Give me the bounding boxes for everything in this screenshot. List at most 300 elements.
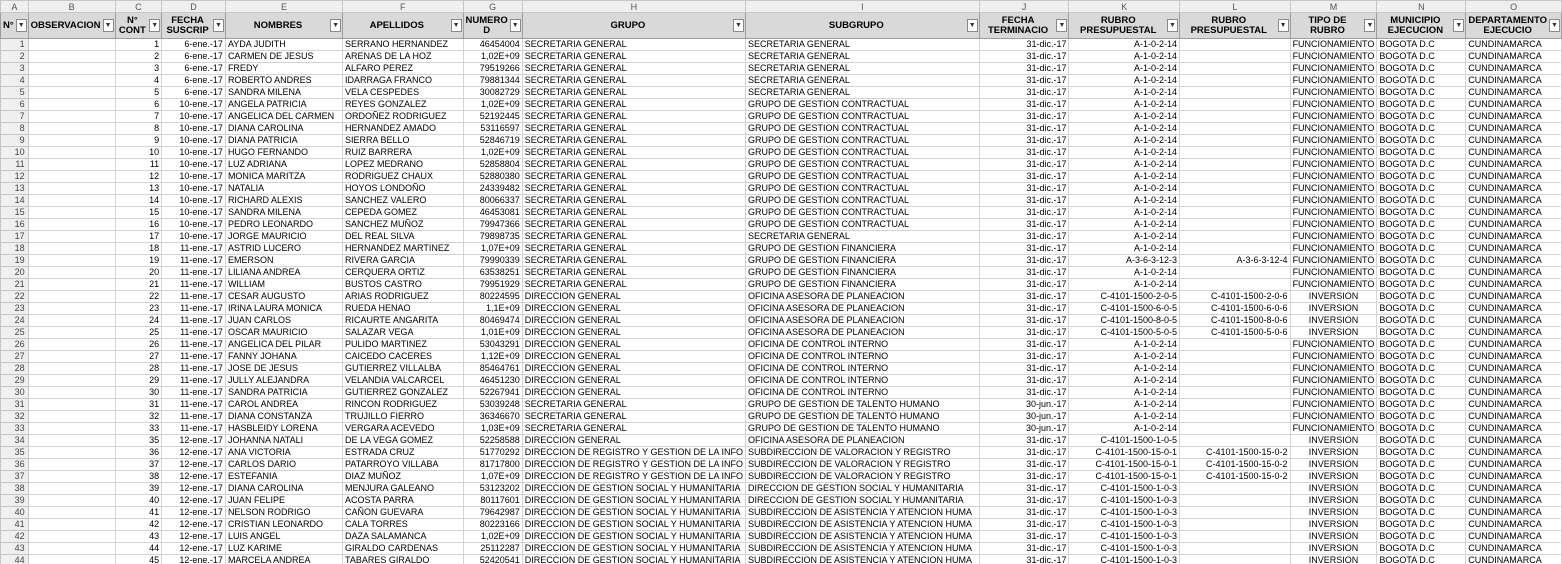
table-cell[interactable]: 10-ene.-17 [162, 207, 226, 219]
row-number-cell[interactable]: 18 [1, 243, 29, 255]
row-number-cell[interactable]: 4 [1, 75, 29, 87]
table-cell[interactable]: 31-dic.-17 [979, 327, 1069, 339]
table-cell[interactable]: C-4101-1500-2-0-6 [1180, 291, 1291, 303]
table-cell[interactable]: JUAN CARLOS [225, 315, 342, 327]
table-cell[interactable]: BOGOTA D.C [1377, 123, 1466, 135]
table-cell[interactable]: PULIDO MARTINEZ [343, 339, 464, 351]
table-cell[interactable] [1180, 51, 1291, 63]
table-cell[interactable]: FUNCIONAMIENTO [1290, 75, 1377, 87]
row-number-cell[interactable]: 31 [1, 399, 29, 411]
table-cell[interactable]: DEL REAL SILVA [343, 231, 464, 243]
table-cell[interactable]: 31-dic.-17 [979, 243, 1069, 255]
table-cell[interactable]: VELANDIA VALCARCEL [343, 375, 464, 387]
table-cell[interactable]: 30-jun.-17 [979, 423, 1069, 435]
table-cell[interactable]: CUNDINAMARCA [1466, 75, 1562, 87]
table-cell[interactable]: 53116597 [463, 123, 522, 135]
table-cell[interactable]: ORDOÑEZ RODRIGUEZ [343, 111, 464, 123]
row-number-cell[interactable]: 37 [1, 471, 29, 483]
table-cell[interactable]: SECRETARIA GENERAL [522, 267, 745, 279]
filter-dropdown-icon[interactable]: ▼ [1453, 19, 1464, 32]
table-cell[interactable]: SECRETARIA GENERAL [522, 111, 745, 123]
table-cell[interactable]: SECRETARIA GENERAL [522, 75, 745, 87]
table-cell[interactable] [28, 99, 115, 111]
table-cell[interactable] [28, 87, 115, 99]
table-cell[interactable]: GRUPO DE GESTION FINANCIERA [745, 255, 979, 267]
table-cell[interactable] [1180, 111, 1291, 123]
table-cell[interactable]: 33 [115, 423, 162, 435]
table-cell[interactable]: LILIANA ANDREA [225, 267, 342, 279]
table-cell[interactable]: A-1-0-2-14 [1069, 87, 1180, 99]
table-cell[interactable]: 31-dic.-17 [979, 111, 1069, 123]
table-cell[interactable] [28, 399, 115, 411]
table-cell[interactable]: 31-dic.-17 [979, 75, 1069, 87]
table-cell[interactable]: BOGOTA D.C [1377, 459, 1466, 471]
table-cell[interactable]: TRUJILLO FIERRO [343, 411, 464, 423]
table-cell[interactable] [1180, 135, 1291, 147]
table-cell[interactable]: CUNDINAMARCA [1466, 423, 1562, 435]
row-number-cell[interactable]: 12 [1, 171, 29, 183]
table-cell[interactable]: 12-ene.-17 [162, 447, 226, 459]
table-cell[interactable]: INVERSION [1290, 435, 1377, 447]
table-cell[interactable]: INVERSION [1290, 483, 1377, 495]
table-cell[interactable]: HERNANDEZ AMADO [343, 123, 464, 135]
table-cell[interactable]: C-4101-1500-1-0-3 [1069, 519, 1180, 531]
table-cell[interactable]: BOGOTA D.C [1377, 63, 1466, 75]
row-number-cell[interactable]: 40 [1, 507, 29, 519]
table-cell[interactable]: OFICINA ASESORA DE PLANEACION [745, 303, 979, 315]
table-cell[interactable]: FUNCIONAMIENTO [1290, 99, 1377, 111]
table-cell[interactable]: SUBDIRECCION DE ASISTENCIA Y ATENCION HUMA [745, 519, 979, 531]
table-cell[interactable]: C-4101-1500-15-0-2 [1180, 459, 1291, 471]
table-cell[interactable]: 29 [115, 375, 162, 387]
table-cell[interactable]: FUNCIONAMIENTO [1290, 171, 1377, 183]
table-cell[interactable]: CUNDINAMARCA [1466, 51, 1562, 63]
table-cell[interactable]: DIRECCION GENERAL [522, 303, 745, 315]
table-cell[interactable] [28, 495, 115, 507]
row-number-cell[interactable]: 8 [1, 123, 29, 135]
table-cell[interactable]: 31-dic.-17 [979, 207, 1069, 219]
table-cell[interactable] [1180, 207, 1291, 219]
column-letter-o[interactable]: O [1466, 1, 1562, 13]
table-cell[interactable]: 11-ene.-17 [162, 339, 226, 351]
table-cell[interactable]: 1,02E+09 [463, 531, 522, 543]
column-letter-f[interactable]: F [343, 1, 464, 13]
table-cell[interactable]: 31-dic.-17 [979, 183, 1069, 195]
table-cell[interactable]: SECRETARIA GENERAL [522, 423, 745, 435]
table-cell[interactable]: SECRETARIA GENERAL [522, 135, 745, 147]
table-cell[interactable]: 12-ene.-17 [162, 459, 226, 471]
table-cell[interactable]: 6-ene.-17 [162, 87, 226, 99]
table-cell[interactable] [28, 231, 115, 243]
table-cell[interactable]: FUNCIONAMIENTO [1290, 375, 1377, 387]
table-cell[interactable]: 79881344 [463, 75, 522, 87]
table-cell[interactable]: 11-ene.-17 [162, 327, 226, 339]
row-number-cell[interactable]: 14 [1, 195, 29, 207]
table-cell[interactable] [28, 75, 115, 87]
row-number-cell[interactable]: 35 [1, 447, 29, 459]
table-cell[interactable]: BOGOTA D.C [1377, 411, 1466, 423]
table-cell[interactable]: 31-dic.-17 [979, 135, 1069, 147]
table-cell[interactable]: SECRETARIA GENERAL [522, 231, 745, 243]
table-cell[interactable]: INVERSION [1290, 507, 1377, 519]
table-cell[interactable]: CUNDINAMARCA [1466, 207, 1562, 219]
table-cell[interactable] [28, 183, 115, 195]
row-number-cell[interactable]: 24 [1, 315, 29, 327]
table-cell[interactable]: SECRETARIA GENERAL [522, 171, 745, 183]
table-cell[interactable]: GRUPO DE GESTION CONTRACTUAL [745, 219, 979, 231]
table-cell[interactable]: 31-dic.-17 [979, 99, 1069, 111]
table-cell[interactable]: 31-dic.-17 [979, 279, 1069, 291]
table-cell[interactable]: CUNDINAMARCA [1466, 267, 1562, 279]
table-cell[interactable]: 12-ene.-17 [162, 483, 226, 495]
table-cell[interactable]: C-4101-1500-15-0-1 [1069, 471, 1180, 483]
table-cell[interactable]: SECRETARIA GENERAL [745, 63, 979, 75]
table-cell[interactable]: DIAZ MUÑOZ [343, 471, 464, 483]
table-cell[interactable]: CUNDINAMARCA [1466, 507, 1562, 519]
table-cell[interactable]: 31-dic.-17 [979, 375, 1069, 387]
table-cell[interactable]: 14 [115, 195, 162, 207]
table-cell[interactable]: 11-ene.-17 [162, 255, 226, 267]
table-cell[interactable]: 31-dic.-17 [979, 471, 1069, 483]
table-cell[interactable]: FUNCIONAMIENTO [1290, 63, 1377, 75]
table-cell[interactable] [28, 159, 115, 171]
table-cell[interactable]: FUNCIONAMIENTO [1290, 351, 1377, 363]
table-cell[interactable]: 24 [115, 315, 162, 327]
table-cell[interactable]: CARMEN DE JESUS [225, 51, 342, 63]
table-cell[interactable]: SERRANO HERNANDEZ [343, 39, 464, 51]
table-cell[interactable]: BOGOTA D.C [1377, 423, 1466, 435]
table-cell[interactable]: 22 [115, 291, 162, 303]
table-cell[interactable]: 52192445 [463, 111, 522, 123]
table-cell[interactable]: CARLOS DARIO [225, 459, 342, 471]
table-cell[interactable]: CUNDINAMARCA [1466, 147, 1562, 159]
filter-dropdown-icon[interactable]: ▼ [451, 19, 462, 32]
table-cell[interactable]: CAICEDO CACERES [343, 351, 464, 363]
table-cell[interactable]: A-1-0-2-14 [1069, 231, 1180, 243]
row-number-cell[interactable]: 3 [1, 63, 29, 75]
table-cell[interactable]: 46454004 [463, 39, 522, 51]
table-cell[interactable]: CERQUERA ORTIZ [343, 267, 464, 279]
table-cell[interactable]: C-4101-1500-15-0-2 [1180, 471, 1291, 483]
table-cell[interactable]: CUNDINAMARCA [1466, 303, 1562, 315]
row-number-cell[interactable]: 39 [1, 495, 29, 507]
table-cell[interactable]: INVERSION [1290, 303, 1377, 315]
table-cell[interactable]: DAZA SALAMANCA [343, 531, 464, 543]
table-cell[interactable]: ALFARO PEREZ [343, 63, 464, 75]
table-cell[interactable]: MARCELA ANDREA [225, 555, 342, 564]
table-cell[interactable] [28, 447, 115, 459]
table-cell[interactable]: 6-ene.-17 [162, 63, 226, 75]
table-cell[interactable] [1180, 387, 1291, 399]
table-cell[interactable]: DIRECCION DE GESTION SOCIAL Y HUMANITARIA [522, 483, 745, 495]
table-cell[interactable]: CUNDINAMARCA [1466, 531, 1562, 543]
table-cell[interactable]: A-3-6-3-12-4 [1180, 255, 1291, 267]
table-cell[interactable] [28, 147, 115, 159]
filter-dropdown-icon[interactable]: ▼ [213, 19, 224, 32]
table-cell[interactable]: CUNDINAMARCA [1466, 447, 1562, 459]
table-cell[interactable]: BOGOTA D.C [1377, 435, 1466, 447]
table-cell[interactable]: CUNDINAMARCA [1466, 387, 1562, 399]
table-cell[interactable]: 4 [115, 75, 162, 87]
table-cell[interactable]: DIRECCION DE GESTION SOCIAL Y HUMANITARIA [522, 507, 745, 519]
table-cell[interactable]: 8 [115, 123, 162, 135]
table-cell[interactable]: BOGOTA D.C [1377, 183, 1466, 195]
table-cell[interactable]: 46453081 [463, 207, 522, 219]
table-cell[interactable]: INVERSION [1290, 447, 1377, 459]
row-number-cell[interactable]: 17 [1, 231, 29, 243]
table-cell[interactable]: OFICINA DE CONTROL INTERNO [745, 363, 979, 375]
table-cell[interactable]: 79990339 [463, 255, 522, 267]
table-cell[interactable]: ARIAS RODRIGUEZ [343, 291, 464, 303]
table-cell[interactable] [28, 135, 115, 147]
table-cell[interactable]: 10-ene.-17 [162, 111, 226, 123]
table-cell[interactable] [28, 555, 115, 564]
row-number-cell[interactable]: 41 [1, 519, 29, 531]
table-cell[interactable]: A-1-0-2-14 [1069, 423, 1180, 435]
table-cell[interactable]: SANDRA MILENA [225, 87, 342, 99]
table-cell[interactable]: 12-ene.-17 [162, 507, 226, 519]
table-cell[interactable]: CUNDINAMARCA [1466, 399, 1562, 411]
table-cell[interactable]: RICAURTE ANGARITA [343, 315, 464, 327]
table-cell[interactable]: 31-dic.-17 [979, 39, 1069, 51]
column-letter-a[interactable]: A [1, 1, 29, 13]
table-cell[interactable]: 10 [115, 147, 162, 159]
table-cell[interactable]: SECRETARIA GENERAL [522, 123, 745, 135]
table-cell[interactable]: 30-jun.-17 [979, 399, 1069, 411]
table-cell[interactable] [1180, 531, 1291, 543]
table-cell[interactable]: OFICINA ASESORA DE PLANEACION [745, 327, 979, 339]
table-cell[interactable]: C-4101-1500-15-0-1 [1069, 459, 1180, 471]
table-cell[interactable]: 31-dic.-17 [979, 339, 1069, 351]
table-cell[interactable]: CUNDINAMARCA [1466, 483, 1562, 495]
table-cell[interactable]: BOGOTA D.C [1377, 99, 1466, 111]
table-cell[interactable]: DIRECCION DE REGISTRO Y GESTION DE LA INFO [522, 459, 745, 471]
table-cell[interactable]: HUGO FERNANDO [225, 147, 342, 159]
table-cell[interactable]: SECRETARIA GENERAL [522, 39, 745, 51]
table-cell[interactable]: 30082729 [463, 87, 522, 99]
table-cell[interactable]: GRUPO DE GESTION FINANCIERA [745, 267, 979, 279]
table-cell[interactable]: FUNCIONAMIENTO [1290, 399, 1377, 411]
table-cell[interactable]: SECRETARIA GENERAL [522, 219, 745, 231]
table-cell[interactable]: BOGOTA D.C [1377, 471, 1466, 483]
column-letter-e[interactable]: E [225, 1, 342, 13]
column-letter-k[interactable]: K [1069, 1, 1180, 13]
table-cell[interactable]: 31-dic.-17 [979, 63, 1069, 75]
table-cell[interactable]: BOGOTA D.C [1377, 207, 1466, 219]
table-cell[interactable]: A-1-0-2-14 [1069, 39, 1180, 51]
table-cell[interactable]: 25112287 [463, 543, 522, 555]
table-cell[interactable]: 41 [115, 507, 162, 519]
table-cell[interactable]: CALA TORRES [343, 519, 464, 531]
table-cell[interactable]: GRUPO DE GESTION CONTRACTUAL [745, 159, 979, 171]
table-cell[interactable]: 36346670 [463, 411, 522, 423]
table-cell[interactable]: INVERSION [1290, 459, 1377, 471]
table-cell[interactable] [1180, 63, 1291, 75]
table-cell[interactable]: 6-ene.-17 [162, 39, 226, 51]
table-cell[interactable]: DIRECCION DE GESTION SOCIAL Y HUMANITARIA [522, 555, 745, 564]
table-cell[interactable] [28, 327, 115, 339]
table-cell[interactable]: AYDA JUDITH [225, 39, 342, 51]
table-cell[interactable]: MONICA MARITZA [225, 171, 342, 183]
row-number-cell[interactable]: 20 [1, 267, 29, 279]
table-cell[interactable]: A-1-0-2-14 [1069, 339, 1180, 351]
table-cell[interactable]: 31-dic.-17 [979, 363, 1069, 375]
table-cell[interactable] [28, 111, 115, 123]
table-cell[interactable]: CUNDINAMARCA [1466, 63, 1562, 75]
table-cell[interactable]: FUNCIONAMIENTO [1290, 243, 1377, 255]
table-cell[interactable]: 53123202 [463, 483, 522, 495]
table-cell[interactable]: 10-ene.-17 [162, 159, 226, 171]
table-cell[interactable]: BOGOTA D.C [1377, 387, 1466, 399]
row-number-cell[interactable]: 33 [1, 423, 29, 435]
table-cell[interactable] [28, 171, 115, 183]
table-cell[interactable] [1180, 231, 1291, 243]
table-cell[interactable]: FUNCIONAMIENTO [1290, 135, 1377, 147]
table-cell[interactable] [1180, 399, 1291, 411]
table-cell[interactable]: 44 [115, 543, 162, 555]
table-cell[interactable]: A-1-0-2-14 [1069, 363, 1180, 375]
table-cell[interactable]: HERNANDEZ MARTINEZ [343, 243, 464, 255]
table-cell[interactable]: DIRECCION DE GESTION SOCIAL Y HUMANITARIA [522, 531, 745, 543]
table-cell[interactable]: C-4101-1500-1-0-3 [1069, 531, 1180, 543]
table-cell[interactable]: C-4101-1500-1-0-3 [1069, 555, 1180, 564]
table-cell[interactable]: 31-dic.-17 [979, 495, 1069, 507]
table-cell[interactable]: BOGOTA D.C [1377, 135, 1466, 147]
table-cell[interactable]: 15 [115, 207, 162, 219]
table-cell[interactable]: BOGOTA D.C [1377, 447, 1466, 459]
table-cell[interactable]: HASBLEIDY LORENA [225, 423, 342, 435]
table-cell[interactable]: C-4101-1500-8-0-5 [1069, 315, 1180, 327]
row-number-cell[interactable]: 23 [1, 303, 29, 315]
table-cell[interactable]: GRUPO DE GESTION CONTRACTUAL [745, 99, 979, 111]
table-cell[interactable]: 52880380 [463, 171, 522, 183]
table-cell[interactable]: DIRECCION DE GESTION SOCIAL Y HUMANITARIA [745, 495, 979, 507]
table-cell[interactable]: 11-ene.-17 [162, 291, 226, 303]
table-cell[interactable]: 31-dic.-17 [979, 543, 1069, 555]
table-cell[interactable]: CUNDINAMARCA [1466, 375, 1562, 387]
table-cell[interactable]: A-1-0-2-14 [1069, 267, 1180, 279]
table-cell[interactable]: CUNDINAMARCA [1466, 183, 1562, 195]
table-cell[interactable]: BOGOTA D.C [1377, 171, 1466, 183]
table-cell[interactable]: ARENAS DE LA HOZ [343, 51, 464, 63]
table-cell[interactable]: 31-dic.-17 [979, 195, 1069, 207]
table-cell[interactable]: BOGOTA D.C [1377, 363, 1466, 375]
table-cell[interactable]: OFICINA DE CONTROL INTERNO [745, 375, 979, 387]
table-cell[interactable]: 63538251 [463, 267, 522, 279]
table-cell[interactable]: CUNDINAMARCA [1466, 111, 1562, 123]
table-cell[interactable]: GRUPO DE GESTION CONTRACTUAL [745, 135, 979, 147]
table-cell[interactable]: FUNCIONAMIENTO [1290, 231, 1377, 243]
table-cell[interactable]: 51770292 [463, 447, 522, 459]
table-cell[interactable]: FUNCIONAMIENTO [1290, 147, 1377, 159]
table-cell[interactable]: SECRETARIA GENERAL [745, 75, 979, 87]
table-cell[interactable]: MENJURA GALEANO [343, 483, 464, 495]
table-cell[interactable] [1180, 243, 1291, 255]
row-number-cell[interactable]: 5 [1, 87, 29, 99]
table-cell[interactable]: BOGOTA D.C [1377, 51, 1466, 63]
table-cell[interactable]: GIRALDO CARDENAS [343, 543, 464, 555]
table-cell[interactable]: OFICINA DE CONTROL INTERNO [745, 351, 979, 363]
row-number-cell[interactable]: 9 [1, 135, 29, 147]
table-cell[interactable]: OFICINA ASESORA DE PLANEACION [745, 291, 979, 303]
table-cell[interactable]: CUNDINAMARCA [1466, 243, 1562, 255]
table-cell[interactable]: CUNDINAMARCA [1466, 123, 1562, 135]
table-cell[interactable]: BOGOTA D.C [1377, 75, 1466, 87]
table-cell[interactable]: OSCAR MAURICIO [225, 327, 342, 339]
table-cell[interactable]: 40 [115, 495, 162, 507]
table-cell[interactable]: 10-ene.-17 [162, 99, 226, 111]
table-cell[interactable]: 18 [115, 243, 162, 255]
table-cell[interactable]: CUNDINAMARCA [1466, 159, 1562, 171]
table-cell[interactable] [28, 123, 115, 135]
table-cell[interactable]: 31-dic.-17 [979, 147, 1069, 159]
table-cell[interactable]: SECRETARIA GENERAL [745, 51, 979, 63]
table-cell[interactable]: 10-ene.-17 [162, 195, 226, 207]
table-cell[interactable]: 1,03E+09 [463, 423, 522, 435]
table-cell[interactable]: A-1-0-2-14 [1069, 99, 1180, 111]
row-number-cell[interactable]: 19 [1, 255, 29, 267]
table-cell[interactable] [28, 519, 115, 531]
table-cell[interactable]: DIRECCION GENERAL [522, 387, 745, 399]
table-cell[interactable]: 43 [115, 531, 162, 543]
table-cell[interactable]: 11-ene.-17 [162, 351, 226, 363]
table-cell[interactable]: CUNDINAMARCA [1466, 87, 1562, 99]
table-cell[interactable]: DIRECCION GENERAL [522, 375, 745, 387]
table-cell[interactable]: SUBDIRECCION DE ASISTENCIA Y ATENCION HUMA [745, 531, 979, 543]
table-cell[interactable]: FUNCIONAMIENTO [1290, 339, 1377, 351]
table-cell[interactable]: BOGOTA D.C [1377, 159, 1466, 171]
table-cell[interactable]: 31-dic.-17 [979, 123, 1069, 135]
table-cell[interactable]: DE LA VEGA GOMEZ [343, 435, 464, 447]
table-cell[interactable]: DIRECCION DE GESTION SOCIAL Y HUMANITARIA [522, 519, 745, 531]
table-cell[interactable] [1180, 123, 1291, 135]
table-cell[interactable]: CUNDINAMARCA [1466, 195, 1562, 207]
table-cell[interactable]: SANDRA MILENA [225, 207, 342, 219]
table-cell[interactable]: 11-ene.-17 [162, 399, 226, 411]
table-cell[interactable] [1180, 171, 1291, 183]
table-cell[interactable] [28, 435, 115, 447]
table-cell[interactable]: 10-ene.-17 [162, 231, 226, 243]
filter-dropdown-icon[interactable]: ▼ [1167, 19, 1178, 32]
table-cell[interactable]: DIRECCION DE GESTION SOCIAL Y HUMANITARIA [745, 483, 979, 495]
table-cell[interactable]: 12 [115, 171, 162, 183]
table-cell[interactable]: NATALIA [225, 183, 342, 195]
table-cell[interactable] [28, 243, 115, 255]
table-cell[interactable]: 26 [115, 339, 162, 351]
table-cell[interactable]: BOGOTA D.C [1377, 483, 1466, 495]
table-cell[interactable]: WILLIAM [225, 279, 342, 291]
table-cell[interactable]: C-4101-1500-5-0-6 [1180, 327, 1291, 339]
table-cell[interactable]: CUNDINAMARCA [1466, 459, 1562, 471]
table-cell[interactable]: FUNCIONAMIENTO [1290, 423, 1377, 435]
column-letter-j[interactable]: J [979, 1, 1069, 13]
table-cell[interactable]: BOGOTA D.C [1377, 399, 1466, 411]
table-cell[interactable] [1180, 555, 1291, 564]
table-cell[interactable]: SALAZAR VEGA [343, 327, 464, 339]
table-cell[interactable]: 31-dic.-17 [979, 159, 1069, 171]
filter-dropdown-icon[interactable]: ▼ [1549, 19, 1560, 32]
table-cell[interactable]: 3 [115, 63, 162, 75]
table-cell[interactable]: CUNDINAMARCA [1466, 435, 1562, 447]
table-cell[interactable]: BOGOTA D.C [1377, 531, 1466, 543]
table-cell[interactable] [1180, 411, 1291, 423]
table-cell[interactable]: ROBERTO ANDRES [225, 75, 342, 87]
table-cell[interactable]: FUNCIONAMIENTO [1290, 39, 1377, 51]
table-cell[interactable]: LUZ ADRIANA [225, 159, 342, 171]
table-cell[interactable]: 31-dic.-17 [979, 231, 1069, 243]
table-cell[interactable] [28, 291, 115, 303]
table-cell[interactable]: 31-dic.-17 [979, 267, 1069, 279]
